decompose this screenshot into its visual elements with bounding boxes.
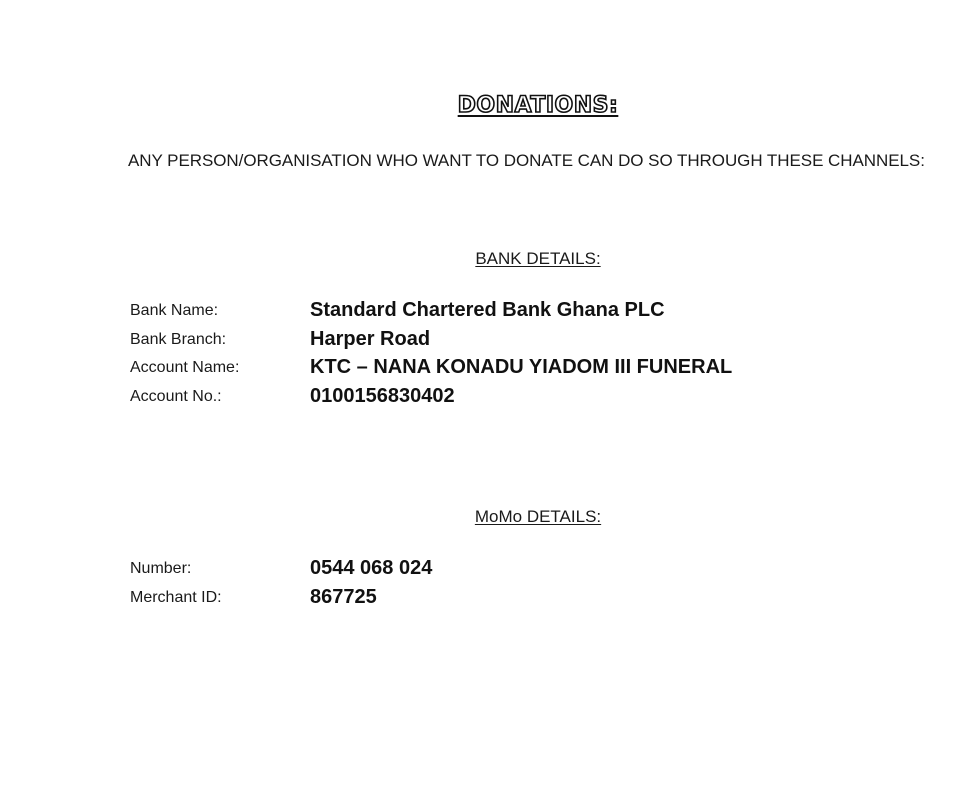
intro-text: ANY PERSON/ORGANISATION WHO WANT TO DONATE CAN DO SO THROUGH THESE CHANNELS:: [128, 151, 925, 170]
account-name-row: [130, 353, 930, 381]
bank-branch-row: [130, 325, 930, 353]
page-title: DONATIONS:: [457, 93, 619, 118]
bank-name-label: Bank Name:: [130, 302, 219, 319]
bank-branch-label: Bank Branch:: [130, 331, 227, 348]
bank-name-row: [130, 296, 930, 324]
account-number-value: 0100156830402: [310, 385, 455, 407]
momo-number-row: [130, 554, 930, 582]
account-name-label: Account Name:: [130, 359, 240, 376]
bank-name-value: Standard Chartered Bank Ghana PLC: [310, 299, 665, 321]
momo-number-label: Number:: [130, 560, 192, 577]
merchant-id-label: Merchant ID:: [130, 589, 222, 606]
momo-number-value: 0544 068 024: [310, 557, 433, 579]
account-number-label: Account No.:: [130, 388, 222, 405]
merchant-id-row: [130, 583, 930, 611]
bank-branch-value: Harper Road: [310, 328, 431, 350]
momo-details-heading: MoMo DETAILS:: [474, 507, 602, 526]
account-name-value: KTC – NANA KONADU YIADOM III FUNERAL: [310, 356, 733, 378]
account-number-row: [130, 382, 930, 410]
merchant-id-value: 867725: [310, 586, 377, 608]
bank-details-heading: BANK DETAILS:: [475, 249, 601, 268]
